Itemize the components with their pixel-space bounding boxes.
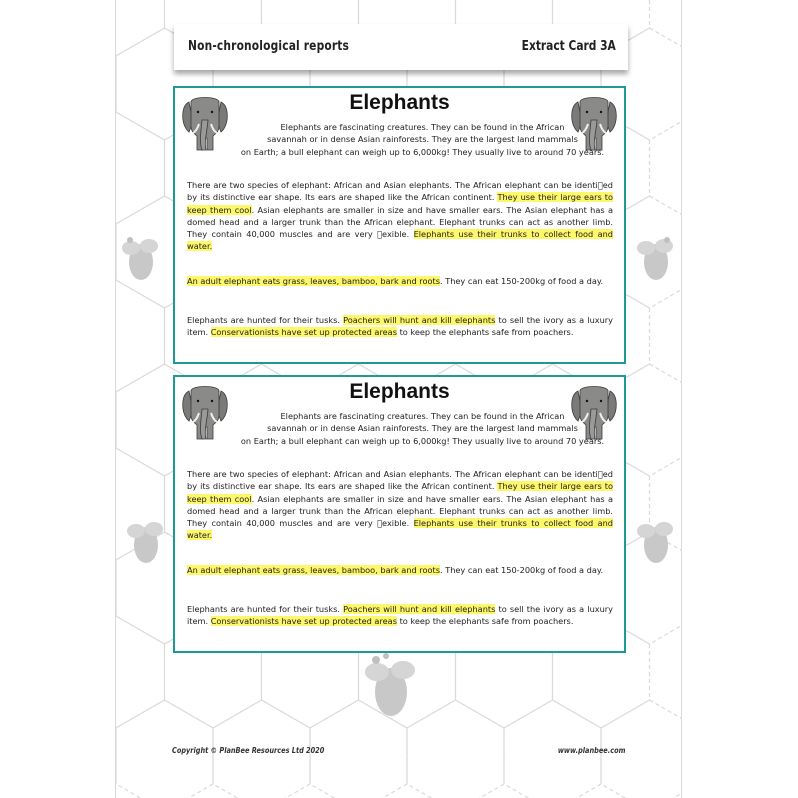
hexagon-outline [116, 0, 165, 56]
card-label: Extract Card 3A [521, 39, 616, 54]
text-run: There are two species of elephant: African and Asian elephants. The African elephant can be identi ed by its distinctive ear shape. Its ears are shaped like the African continent. [187, 469, 613, 492]
text-run: Elephants are hunted for their tusks. [187, 315, 344, 325]
page-header [174, 24, 628, 70]
highlighted-text: An adult elephant eats grass, leaves, bamboo, bark and roots [187, 276, 440, 286]
extract-card [173, 375, 626, 653]
threats-paragraph [187, 314, 613, 339]
highlighted-text: They use their large ears to keep them cool [187, 481, 613, 504]
worksheet-page [115, 0, 682, 798]
hexagon-outline [116, 112, 165, 224]
intro-line: Elephants are fascinating creatures. They can be found in the African [280, 122, 565, 132]
card-title: Elephants [349, 91, 450, 114]
text-run: to sell the ivory as a luxury item. [187, 604, 614, 627]
highlighted-text: Poachers will hunt and kill elephants [343, 604, 496, 614]
highlighted-text: Elephants use their trunks to collect food and water. [187, 229, 613, 252]
intro-line: savannah or in dense Asian rainforests. They are the largest land mammals [267, 423, 578, 434]
highlighted-text: Conservationists have set up protected areas [210, 616, 397, 627]
bee-watermark-icon [631, 515, 681, 570]
intro-line: Elephants are fascinating creatures. They can be found in the African [280, 411, 565, 421]
bee-watermark-icon [116, 232, 166, 287]
intro-line: savannah or in dense Asian rainforests. They are the largest land mammals [267, 134, 578, 145]
highlighted-text: They use their large ears to keep them cool [187, 192, 613, 215]
text-run: to sell the ivory as a luxury item. [187, 315, 614, 338]
text-run: . Asian elephants are smaller in size and have smaller ears. The Asian elephant has a domed head and a larger trunk than the African elephant. Elephant trunks can act as another limb. They contain 40,000 muscles and are very  exible. [187, 493, 613, 529]
hexagon-outline [116, 280, 165, 392]
bee-watermark-icon [356, 650, 426, 725]
highlighted-text: An adult elephant eats grass, leaves, bamboo, bark and roots [187, 565, 440, 575]
text-run: . They can eat 150-200kg of food a day. [440, 565, 604, 575]
species-paragraph [187, 468, 613, 542]
intro-paragraph [235, 121, 610, 158]
diet-paragraph [187, 564, 613, 576]
text-run: . Asian elephants are smaller in size and have smaller ears. The Asian elephant has a domed head and a larger trunk than the African elephant. Elephant trunks can act as another limb. They contain 40,000 muscles and are very  exible. [187, 204, 613, 240]
diet-paragraph [187, 275, 613, 287]
intro-line: on Earth; a bull elephant can weigh up to 6,000kg! They usually live to around 70 years. [240, 146, 605, 157]
text-run: Elephants are hunted for their tusks. [187, 604, 344, 614]
intro-line: on Earth; a bull elephant can weigh up to 6,000kg! They usually live to around 70 years. [240, 435, 605, 446]
highlighted-text: Poachers will hunt and kill elephants [343, 315, 496, 325]
intro-paragraph [235, 410, 610, 447]
card-title: Elephants [349, 380, 450, 403]
threats-paragraph [187, 603, 613, 628]
text-run: . They can eat 150-200kg of food a day. [440, 276, 604, 286]
species-paragraph [187, 179, 613, 253]
text-run: to keep the elephants safe from poachers. [396, 616, 574, 627]
bee-watermark-icon [631, 232, 681, 287]
website-link[interactable]: www.planbee.com [557, 746, 625, 755]
unit-title: Non-chronological reports [188, 39, 350, 54]
copyright-notice: Copyright © PlanBee Resources Ltd 2020 [172, 746, 325, 755]
highlighted-text: Conservationists have set up protected areas [210, 327, 397, 338]
text-run: to keep the elephants safe from poachers. [396, 327, 574, 338]
hexagon-outline [116, 616, 165, 728]
text-run: There are two species of elephant: African and Asian elephants. The African elephant can be identi ed by its distinctive ear shape. Its ears are shaped like the African continent. [187, 180, 613, 203]
bee-watermark-icon [121, 515, 171, 570]
highlighted-text: Elephants use their trunks to collect food and water. [187, 518, 613, 541]
extract-card [173, 86, 626, 364]
